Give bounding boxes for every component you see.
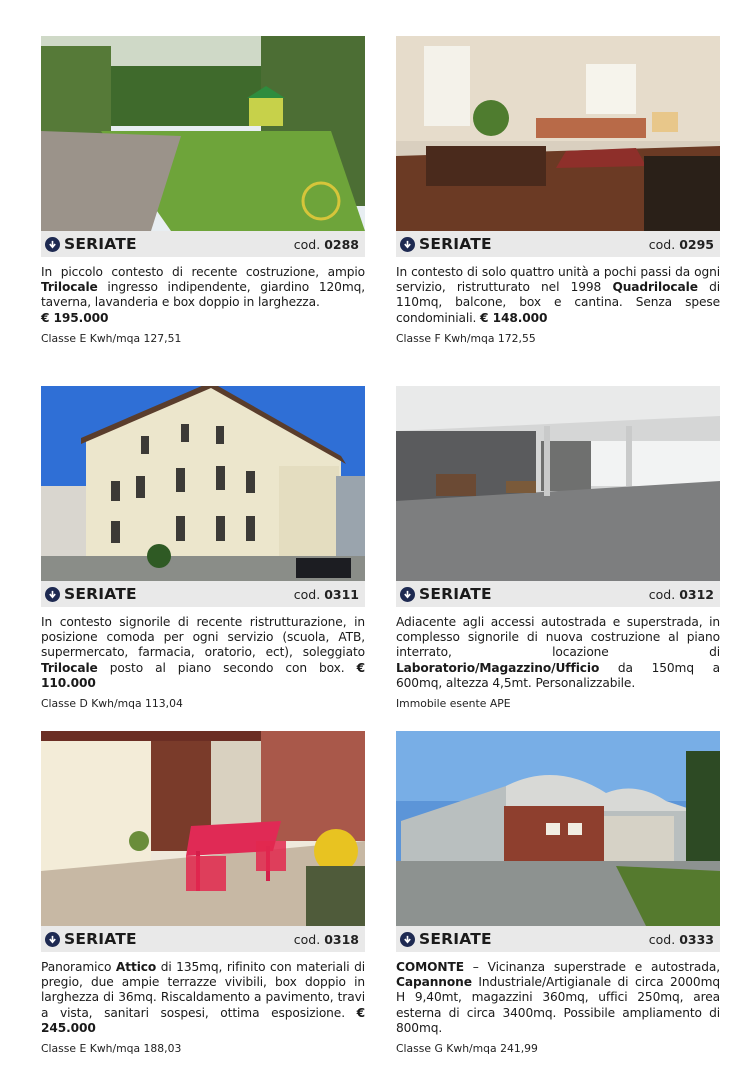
listing-card[interactable] — [41, 386, 365, 710]
energy-class: Classe G Kwh/mqa 241,99 — [396, 1042, 538, 1056]
listing-price: € 148.000 — [480, 310, 548, 325]
building-photo — [41, 386, 365, 581]
listing-header — [41, 581, 365, 607]
listing-code: cod. 0295 — [648, 236, 714, 252]
garden-photo — [41, 36, 365, 231]
arrow-down-icon — [400, 932, 415, 947]
listing-description: COMONTE – Vicinanza superstrade e autostrada, Capannone Industriale/Artigianale di circa 2000mq H 9,40mt, magazzini 360mq, uffici 250mq, area esterna di circa 3400mq. Possibile ampliamento di 800mq. — [396, 960, 720, 1035]
location-label: SERIATE — [45, 585, 137, 603]
living-room-photo — [396, 36, 720, 231]
listing-description: Panoramico Attico di 135mq, rifinito con materiali di pregio, due ampie terrazze vivibili, box doppio in larghezza di 36mq. Riscaldamento a pavimento, travi a vista, sanitari sospesi, ottima esposizione. € 245.000 — [41, 960, 365, 1035]
industrial-photo — [396, 731, 720, 926]
listing-description: Adiacente agli accessi autostrada e superstrada, in complesso signorile di nuova costruzione al piano interrato, locazione di Laboratorio/Magazzino/Ufficio da 150mq a 600mq, altezza 4,5mt. Personalizzabile. — [396, 615, 720, 690]
listing-description: In contesto di solo quattro unità a pochi passi da ogni servizio, ristrutturato nel 1998 Quadrilocale di 110mq, balcone, box e cantina. Senza spese condominiali. € 148.000 — [396, 265, 720, 325]
listing-header — [396, 231, 720, 257]
arrow-down-icon — [45, 237, 60, 252]
arrow-down-icon — [45, 932, 60, 947]
listing-header — [396, 581, 720, 607]
location-label: SERIATE — [400, 930, 492, 948]
listing-code: cod. 0312 — [648, 586, 714, 602]
listing-price: € 245.000 — [41, 1005, 365, 1035]
listing-code: cod. 0318 — [293, 931, 359, 947]
location-label: SERIATE — [45, 235, 137, 253]
listing-card[interactable] — [396, 731, 720, 1055]
listing-description: In piccolo contesto di recente costruzione, ampio Trilocale ingresso indipendente, giardino 120mq, taverna, lavanderia e box doppio in larghezza. € 195.000 — [41, 265, 365, 325]
energy-class: Classe D Kwh/mqa 113,04 — [41, 697, 183, 711]
energy-class: Classe F Kwh/mqa 172,55 — [396, 331, 536, 345]
listing-header — [41, 926, 365, 952]
arrow-down-icon — [45, 587, 60, 602]
arrow-down-icon — [400, 587, 415, 602]
listing-price: € 110.000 — [41, 660, 366, 690]
arrow-down-icon — [400, 237, 415, 252]
location-label: SERIATE — [400, 585, 492, 603]
listing-header — [41, 231, 365, 257]
terrace-photo — [41, 731, 365, 926]
energy-class: Classe E Kwh/mqa 127,51 — [41, 331, 182, 345]
listing-header — [396, 926, 720, 952]
location-label: SERIATE — [400, 235, 492, 253]
energy-class: Immobile esente APE — [396, 697, 511, 711]
listing-card[interactable] — [396, 386, 720, 710]
listing-card[interactable] — [41, 731, 365, 1055]
listing-code: cod. 0311 — [293, 586, 359, 602]
location-label: SERIATE — [45, 930, 137, 948]
listing-card[interactable] — [41, 36, 365, 345]
listing-description: In contesto signorile di recente ristrutturazione, in posizione comoda per ogni servizio (scuola, ATB, supermercato, farmacia, oratorio, ect), soleggiato Trilocale posto al piano secondo con box. € 110.000 — [41, 615, 366, 690]
listing-code: cod. 0333 — [648, 931, 714, 947]
listing-price: € 195.000 — [41, 310, 109, 325]
energy-class: Classe E Kwh/mqa 188,03 — [41, 1042, 182, 1056]
warehouse-photo — [396, 386, 720, 581]
listing-card[interactable] — [396, 36, 720, 345]
listing-code: cod. 0288 — [293, 236, 359, 252]
